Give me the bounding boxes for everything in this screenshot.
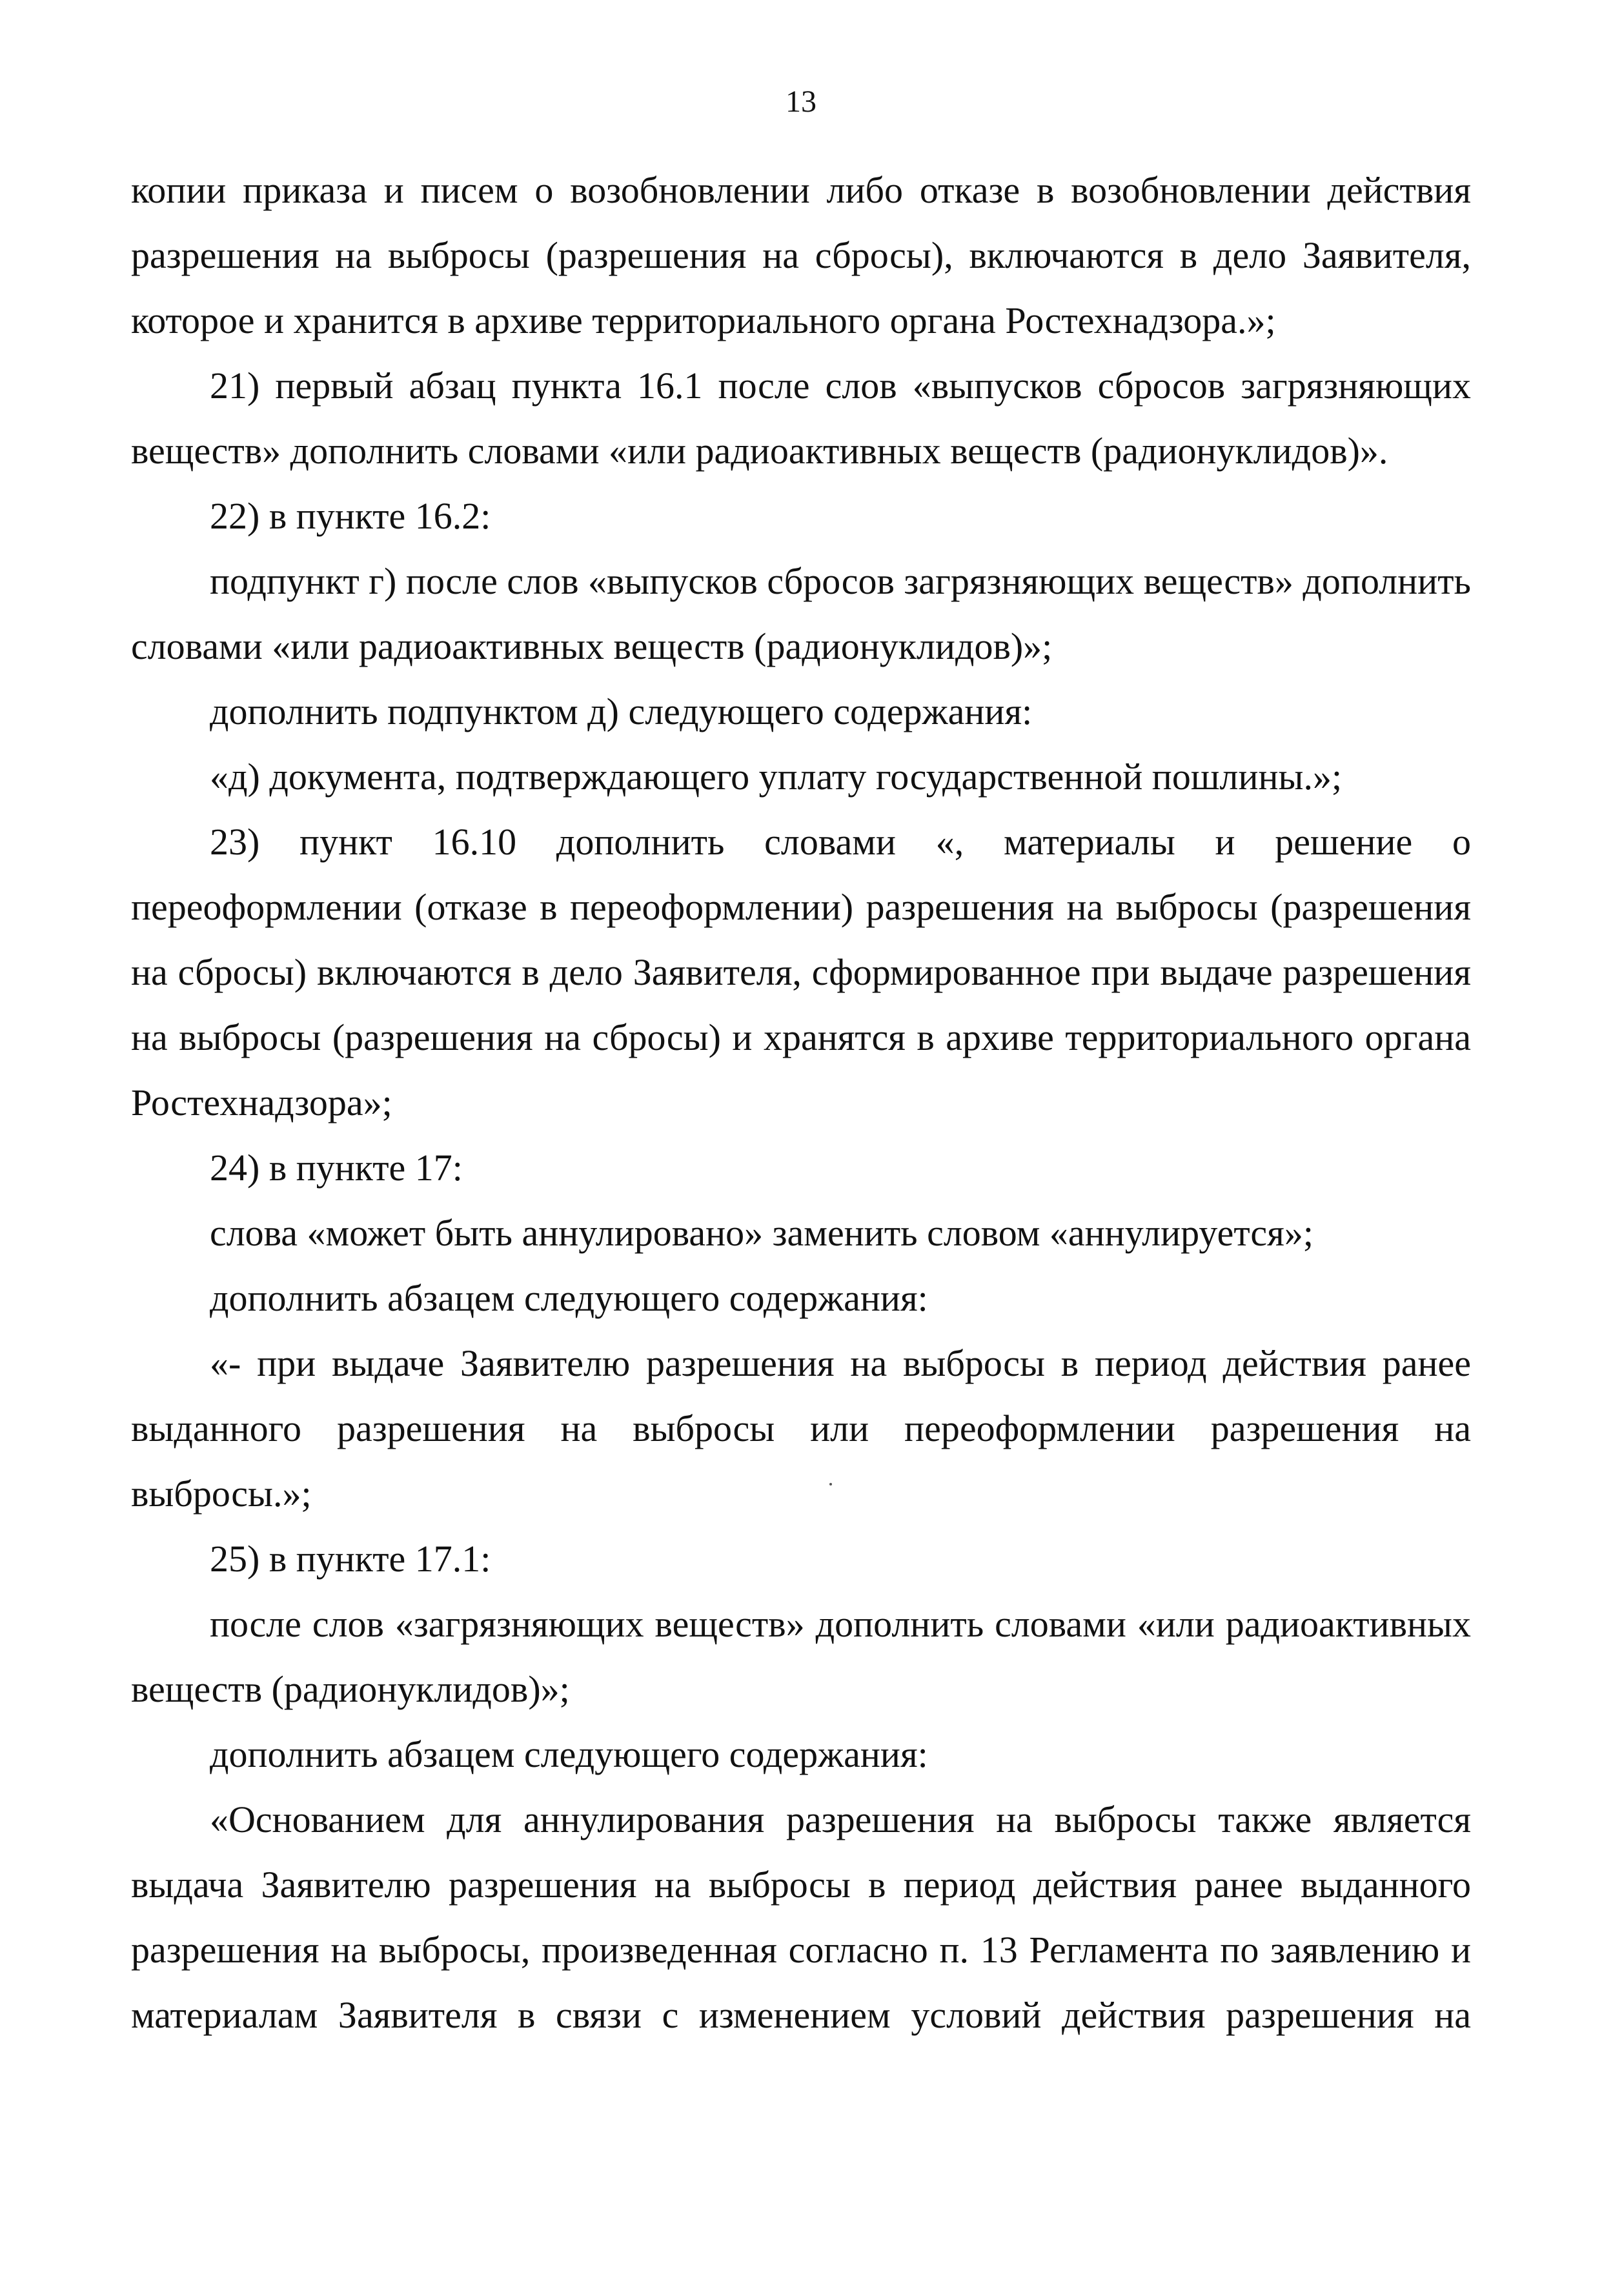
paragraph-continuation: копии приказа и писем о возобновлении либо отказе в возобновлении действия разрешения на выбросы (разрешения на сбросы), включаются в дело Заявителя, которое и хранится в архиве территориального органа Ростехнадзора.»;: [131, 169, 1471, 341]
paragraph-add-subitem: дополнить подпунктом д) следующего содержания:: [210, 690, 1033, 732]
paragraph-item-21: 21) первый абзац пункта 16.1 после слов «выпусков сбросов загрязняющих веществ» дополнить словами «или радиоактивных веществ (радионуклидов)».: [131, 365, 1471, 472]
paragraph-item-24: 24) в пункте 17:: [210, 1147, 463, 1189]
paragraph-item-23: 23) пункт 16.10 дополнить словами «, материалы и решение о переоформлении (отказе в переоформлении) разрешения на выбросы (разрешения на сбросы) включаются в дело Заявителя, сформированное при выдаче разрешения на выбросы (разрешения на сбросы) и хранятся в архиве территориального органа Ростехнадзора»;: [131, 821, 1471, 1123]
page-number: 13: [786, 85, 816, 119]
document-body: [131, 157, 1471, 2048]
paragraph-basis-annulment: «Основанием для аннулирования разрешения на выбросы также является выдача Заявителю разрешения на выбросы в период действия ранее выданного разрешения на выбросы, произведенная согласно п. 13 Регламента по заявлению и материалам Заявителя в связи с изменением условий действия разрешения на: [131, 1798, 1471, 2036]
scan-speck: [829, 1483, 832, 1485]
paragraph-item-25: 25) в пункте 17.1:: [210, 1538, 491, 1580]
paragraph-item-22: 22) в пункте 16.2:: [210, 495, 491, 537]
paragraph-subitem-d: «д) документа, подтверждающего уплату государственной пошлины.»;: [210, 756, 1343, 798]
paragraph-add-abzac-2: дополнить абзацем следующего содержания:: [210, 1733, 928, 1775]
paragraph-replace-words: слова «может быть аннулировано» заменить словом «аннулируется»;: [210, 1212, 1313, 1254]
paragraph-subitem-g: подпункт г) после слов «выпусков сбросов загрязняющих веществ» дополнить словами «или радиоактивных веществ (радионуклидов)»;: [131, 560, 1471, 667]
paragraph-after-words: после слов «загрязняющих веществ» дополнить словами «или радиоактивных веществ (радионуклидов)»;: [131, 1603, 1471, 1710]
paragraph-quoted-dash: «- при выдаче Заявителю разрешения на выбросы в период действия ранее выданного разрешения на выбросы или переоформлении разрешения на выбросы.»;: [131, 1342, 1471, 1515]
paragraph-add-abzac: дополнить абзацем следующего содержания:: [210, 1277, 928, 1319]
